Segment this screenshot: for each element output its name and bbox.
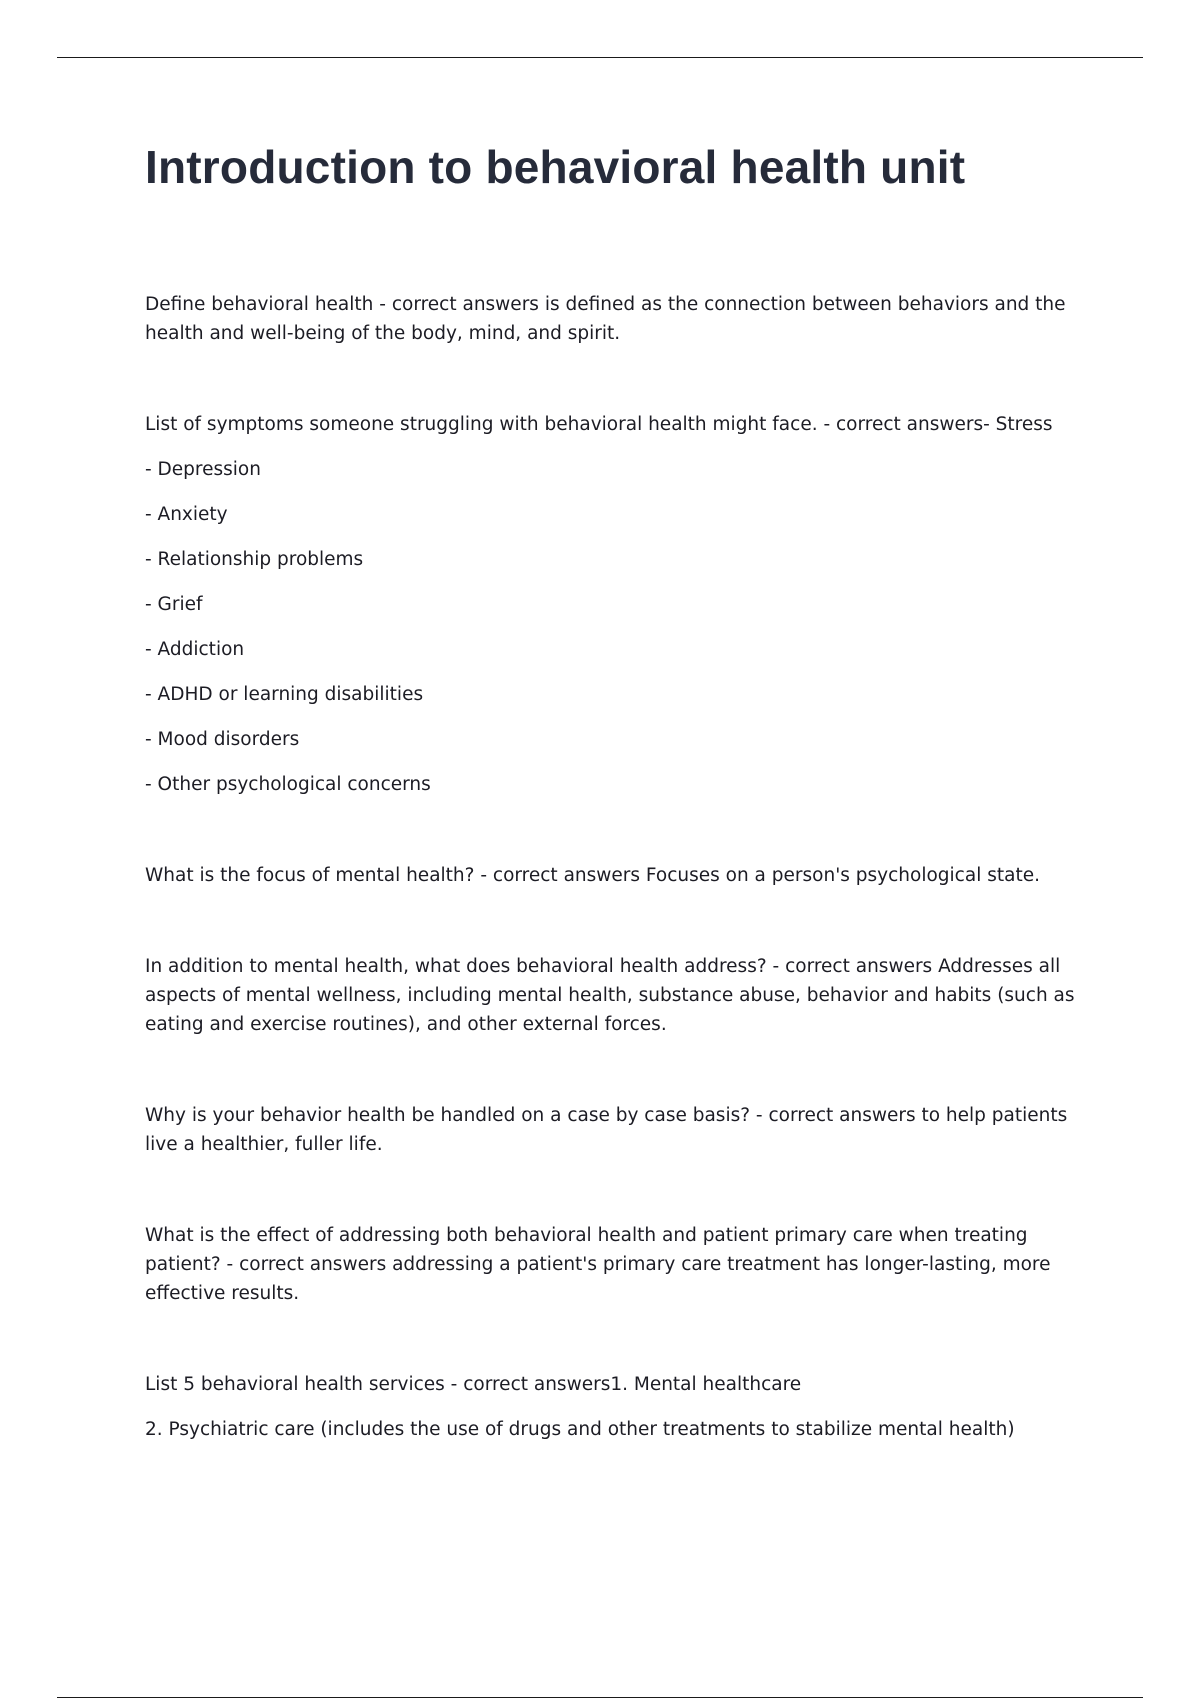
qa-text: Define behavioral health - correct answers is defined as the connection between behaviors and the health and well-being of the body, mind, and spirit. bbox=[145, 294, 1066, 344]
qa-list-item: 2. Psychiatric care (includes the use of drugs and other treatments to stabilize mental health) bbox=[145, 1419, 1015, 1440]
qa-list-item: - Grief bbox=[145, 594, 203, 615]
qa-text: Why is your behavior health be handled on a case by case basis? - correct answers to help patients live a healthier, fuller life. bbox=[145, 1105, 1068, 1155]
qa-line: List of symptoms someone struggling with behavioral health might face. - correct answers- Stress bbox=[145, 414, 1053, 435]
qa-list-item: - Depression bbox=[145, 459, 261, 480]
qa-text: What is the focus of mental health? - correct answers Focuses on a person's psychological state. bbox=[145, 865, 1040, 886]
document-body bbox=[145, 290, 1085, 1444]
qa-list-item: - ADHD or learning disabilities bbox=[145, 684, 424, 705]
document-title: Introduction to behavioral health unit bbox=[145, 141, 966, 193]
qa-item-3 bbox=[145, 861, 1085, 890]
qa-item-6 bbox=[145, 1221, 1085, 1308]
qa-text: What is the effect of addressing both behavioral health and patient primary care when treating patient? - correct answers addressing a patient's primary care treatment has longer-lasting, more effective results. bbox=[145, 1225, 1051, 1304]
qa-list-item: - Anxiety bbox=[145, 504, 228, 525]
qa-item-1 bbox=[145, 290, 1085, 348]
qa-item-7 bbox=[145, 1370, 1085, 1444]
qa-list-item: - Mood disorders bbox=[145, 729, 300, 750]
qa-list-item: - Relationship problems bbox=[145, 549, 364, 570]
qa-list-item: - Other psychological concerns bbox=[145, 774, 431, 795]
top-rule bbox=[57, 57, 1143, 58]
qa-list-item: - Addiction bbox=[145, 639, 245, 660]
qa-item-2 bbox=[145, 410, 1085, 799]
qa-item-4 bbox=[145, 952, 1085, 1039]
qa-line: List 5 behavioral health services - correct answers1. Mental healthcare bbox=[145, 1374, 802, 1395]
qa-text: In addition to mental health, what does behavioral health address? - correct answers Addresses all aspects of mental wellness, including mental health, substance abuse, behavior and habits (such as eating and exercise routines), and other external forces. bbox=[145, 956, 1075, 1035]
qa-item-5 bbox=[145, 1101, 1085, 1159]
bottom-rule bbox=[57, 1697, 1143, 1698]
